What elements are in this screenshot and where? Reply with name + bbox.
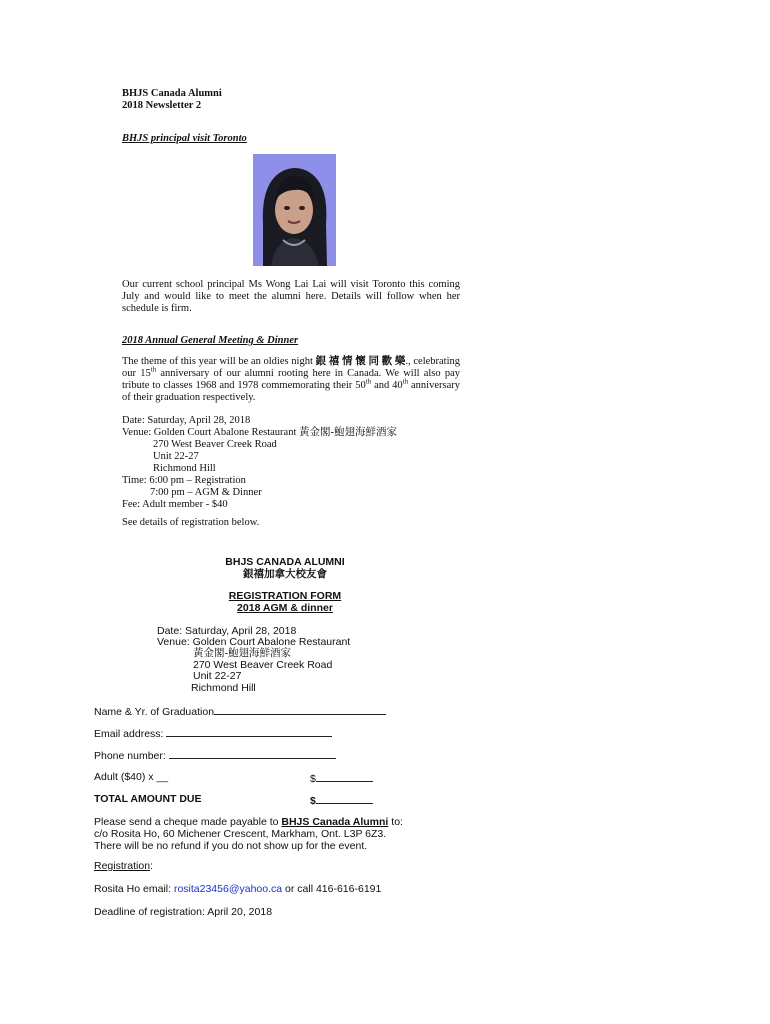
phone-label: Phone number: — [94, 750, 166, 762]
event-details — [122, 415, 397, 511]
cheque-line1: Please send a cheque made payable to BHJS Canada Alumni to: — [94, 816, 403, 828]
event-fee: Fee: Adult member - $40 — [122, 499, 228, 510]
form-title: REGISTRATION FORM — [228, 590, 342, 602]
total-amount-field[interactable]: $ — [310, 793, 373, 807]
see-details-note: See details of registration below. — [122, 517, 260, 528]
event-address-line1: 270 West Beaver Creek Road — [153, 439, 277, 450]
email-blank[interactable] — [166, 726, 332, 737]
payee-name: BHJS Canada Alumni — [281, 816, 389, 828]
event-time-dinner: 7:00 pm – AGM & Dinner — [150, 487, 262, 498]
section-title-agm: 2018 Annual General Meeting & Dinner — [122, 335, 299, 346]
form-org-title: BHJS CANADA ALUMNI — [225, 556, 345, 568]
adult-amount-field[interactable]: $ — [310, 771, 373, 785]
section-title-principal-visit: BHJS principal visit Toronto — [122, 133, 247, 144]
total-amount-blank[interactable] — [316, 793, 373, 804]
cheque-instructions — [94, 816, 403, 852]
cheque-line2: c/o Rosita Ho, 60 Michener Crescent, Markham, Ont. L3P 6Z3. — [94, 828, 387, 840]
email-field[interactable] — [94, 726, 332, 740]
adult-amount-blank[interactable] — [316, 771, 373, 782]
newsletter-issue: 2018 Newsletter 2 — [122, 100, 202, 111]
form-org-title-chinese: 銀禧加拿大校友會 — [243, 568, 327, 580]
registration-deadline: Deadline of registration: April 20, 2018 — [94, 906, 273, 918]
form-address-line1: 270 West Beaver Creek Road — [193, 659, 333, 671]
form-subtitle: 2018 AGM & dinner — [237, 602, 333, 614]
event-venue: Venue: Golden Court Abalone Restaurant 黃金閣-鮑翅海鮮酒家 — [122, 427, 397, 438]
name-graduation-blank[interactable] — [214, 704, 386, 715]
principal-photo — [253, 154, 336, 266]
theme-chinese: 銀 禧 情 懷 同 歡 樂 — [315, 356, 406, 367]
email-label: Email address: — [94, 728, 164, 740]
event-address-line2: Unit 22-27 — [153, 451, 199, 462]
event-address-line3: Richmond Hill — [153, 463, 216, 474]
phone-field[interactable] — [94, 748, 336, 762]
name-graduation-field[interactable] — [94, 704, 386, 718]
contact-email-link[interactable]: rosita23456@yahoo.ca — [173, 883, 283, 895]
form-venue-chinese: 黃金閣-鮑翅海鮮酒家 — [193, 648, 291, 659]
name-graduation-label: Name & Yr. of Graduation — [94, 706, 215, 718]
principal-visit-paragraph: Our current school principal Ms Wong Lai Lai will visit Toronto this coming July and would like to meet the alumni here. Details will follow when her schedule is firm. — [122, 279, 460, 314]
form-venue: Venue: Golden Court Abalone Restaurant — [157, 636, 351, 648]
registration-heading: Registration: — [94, 860, 153, 872]
contact-line: Rosita Ho email: rosita23456@yahoo.ca or call 416-616-6191 — [94, 883, 382, 895]
form-date: Date: Saturday, April 28, 2018 — [157, 625, 297, 637]
phone-blank[interactable] — [169, 748, 336, 759]
org-name: BHJS Canada Alumni — [122, 88, 222, 99]
form-address-line2: Unit 22-27 — [193, 670, 242, 682]
agm-paragraph: The theme of this year will be an oldies night 銀 禧 情 懷 同 歡 樂., celebrating our 15th anniversary of our alumni rooting here in Canada. We will also pay tribute to classes 1968 and 1978 commemorating their 50th and 40th anniversary of their graduation respectively. — [122, 356, 461, 403]
adult-quantity-label: Adult ($40) x __ — [94, 771, 169, 783]
form-address-line3: Richmond Hill — [191, 682, 256, 694]
cheque-line3: There will be no refund if you do not show up for the event. — [94, 840, 368, 852]
event-date: Date: Saturday, April 28, 2018 — [122, 415, 251, 426]
total-amount-label: TOTAL AMOUNT DUE — [94, 793, 202, 805]
event-time-registration: Time: 6:00 pm – Registration — [122, 475, 246, 486]
